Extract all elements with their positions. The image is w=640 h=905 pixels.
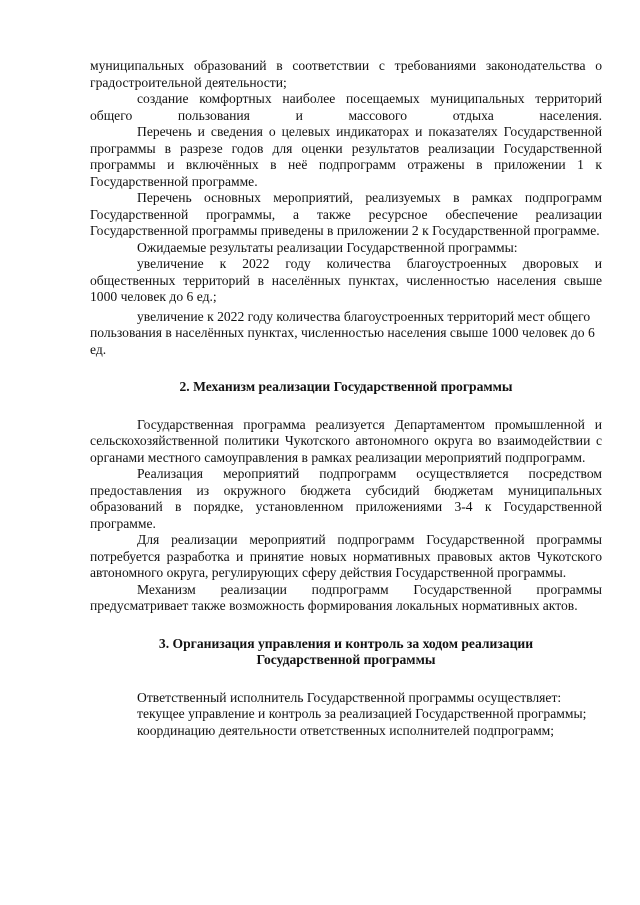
section-3-heading [90, 636, 602, 669]
paragraph-intro-6: увеличение к 2022 году количества благоустроенных дворовых и общественных территорий в населённых пунктах, численностью населения свыше 1000 человек до 6 ед.; [90, 256, 602, 304]
section-3-heading-line-2: Государственной программы [256, 652, 436, 667]
paragraph-intro-2: создание комфортных наиболее посещаемых муниципальных территорий общего пользования и массового отдыха населения. [90, 91, 602, 123]
paragraph-intro-5: Ожидаемые результаты реализации Государственной программы: [137, 239, 518, 255]
paragraph-s3-2: текущее управление и контроль за реализацией Государственной программы; [137, 706, 587, 721]
paragraph-s2-3: Для реализации мероприятий подпрограмм Государственной программы потребуется разработка и принятие новых нормативных правовых актов Чукотского автономного округа, регулирующих сферу действия Государственной программы. [90, 532, 602, 580]
document-page [90, 58, 602, 739]
paragraph-intro-7: увеличение к 2022 году количества благоустроенных территорий мест общего пользования в населённых пунктах, численностью населения свыше 1000 человек до 6 ед. [90, 308, 595, 357]
paragraph-intro-3: Перечень и сведения о целевых индикаторах и показателях Государственной программы в разрезе годов для оценки результатов реализации Государственной программы и включённых в неё подпрограмм отражены в приложении 1 к Государственной программе. [90, 124, 602, 189]
paragraph-s2-4: Механизм реализации подпрограмм Государственной программы предусматривает также возможность формирования локальных нормативных актов. [90, 581, 602, 613]
paragraph-s2-2: Реализация мероприятий подпрограмм осуществляется посредством предоставления из окружного бюджета субсидий бюджетам муниципальных образований в порядке, установленном приложениями 3-4 к Государственной программе. [90, 466, 602, 531]
paragraph-s3-1: Ответственный исполнитель Государственной программы осуществляет: [137, 689, 562, 705]
section-2-heading-text: 2. Механизм реализации Государственной программы [179, 379, 513, 394]
section-3-heading-line-1: 3. Организация управления и контроль за ходом реализации [158, 635, 534, 651]
paragraph-s2-1: Государственная программа реализуется Департаментом промышленной и сельскохозяйственной политики Чукотского автономного округа во взаимодействии с органами местного самоуправления в рамках реализации мероприятий подпрограмм. [90, 416, 602, 465]
paragraph-intro-4: Перечень основных мероприятий, реализуемых в рамках подпрограмм Государственной программы, а также ресурсное обеспечение реализации Государственной программы приведены в приложении 2 к Государственной программе. [90, 190, 602, 238]
paragraph-intro-1: муниципальных образований в соответствии с требованиями законодательства о градостроительной деятельности; [90, 58, 602, 90]
paragraph-s3-3: координацию деятельности ответственных исполнителей подпрограмм; [137, 722, 555, 738]
section-2-heading [90, 379, 602, 396]
